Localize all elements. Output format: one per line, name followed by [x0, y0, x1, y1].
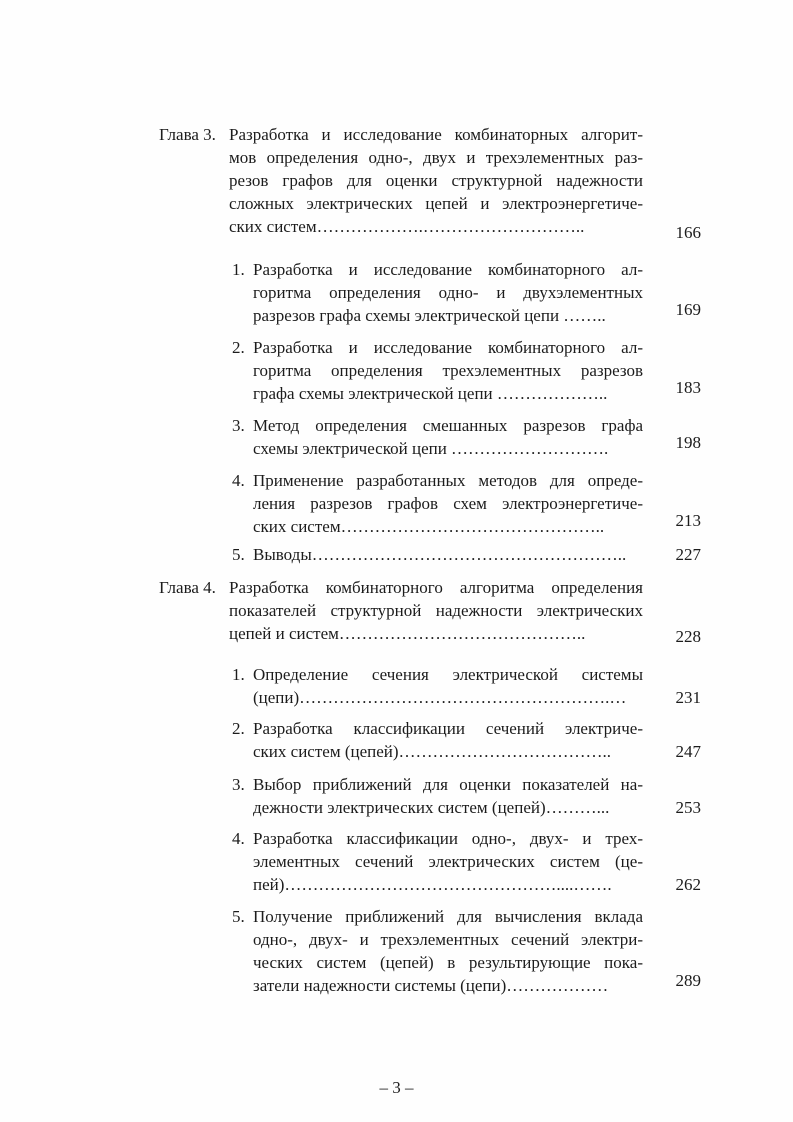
toc-text-line: Разработка классификации сечений электриче- — [253, 719, 643, 738]
toc-text-line: элементных сечений электрических систем (це- — [253, 852, 643, 871]
toc-text-line: мов определения одно-, двух и трехэлементных раз- — [229, 148, 643, 167]
toc-text-line: пей)…………………………………………....……. — [253, 875, 612, 894]
toc-label: 5. — [232, 907, 245, 926]
toc-label: 4. — [232, 829, 245, 848]
toc-text-line: сложных электрических цепей и электроэнергетиче- — [229, 194, 643, 213]
toc-text-line: разрезов графа схемы электрической цепи …….. — [253, 306, 606, 325]
toc-page-number: 183 — [675, 378, 701, 397]
toc-text-line: цепей и систем…………………………………….. — [229, 624, 586, 643]
toc-text-line: Выбор приближений для оценки показателей на- — [253, 775, 643, 794]
toc-text-line: горитма определения одно- и двухэлементных — [253, 283, 643, 302]
toc-text-line: ских систем (цепей)……………………………….. — [253, 742, 612, 761]
toc-page-number: 228 — [675, 627, 701, 646]
toc-label: Глава 4. — [159, 578, 216, 597]
toc-text-line: Определение сечения электрической системы — [253, 665, 643, 684]
toc-label: 2. — [232, 719, 245, 738]
toc-label: 4. — [232, 471, 245, 490]
toc-text-line: дежности электрических систем (цепей)………... — [253, 798, 610, 817]
toc-label: 3. — [232, 416, 245, 435]
toc-label: 1. — [232, 260, 245, 279]
toc-text-line: Применение разработанных методов для опреде- — [253, 471, 643, 490]
toc-text-line: графа схемы электрической цепи ……………….. — [253, 384, 608, 403]
toc-page-number: 289 — [675, 971, 701, 990]
toc-label: 1. — [232, 665, 245, 684]
toc-text-line: горитма определения трехэлементных разрезов — [253, 361, 643, 380]
toc-page-number: 231 — [675, 688, 701, 707]
toc-label: 5. — [232, 545, 245, 564]
toc-text-line: Разработка и исследование комбинаторного ал- — [253, 260, 643, 279]
toc-page-number: 253 — [675, 798, 701, 817]
toc-text-line: затели надежности системы (цепи)……………… — [253, 976, 609, 995]
toc-page-number: 198 — [675, 433, 701, 452]
toc-label: 2. — [232, 338, 245, 357]
toc-text-line: схемы электрической цепи ………………………. — [253, 439, 609, 458]
toc-page-number: 227 — [675, 545, 701, 564]
toc-text-line: Разработка комбинаторного алгоритма определения — [229, 578, 643, 597]
toc-page-number: 166 — [675, 223, 701, 242]
toc-text-line: ления разрезов графов схем электроэнергетиче- — [253, 494, 643, 513]
toc-text-line: показателей структурной надежности электрических — [229, 601, 643, 620]
toc-text-line: Разработка и исследование комбинаторных алгорит- — [229, 125, 643, 144]
toc-text-line: резов графов для оценки структурной надежности — [229, 171, 643, 190]
toc-page-number: 262 — [675, 875, 701, 894]
toc-page-number: 213 — [675, 511, 701, 530]
toc-text-line: Выводы……………………………………………….. — [253, 545, 627, 564]
toc-text-line: ческих систем (цепей) в результирующие пока- — [253, 953, 643, 972]
page-footer-number: – 3 – — [379, 1078, 414, 1097]
toc-text-line: Разработка и исследование комбинаторного ал- — [253, 338, 643, 357]
toc-text-line: Метод определения смешанных разрезов графа — [253, 416, 643, 435]
toc-text-line: Разработка классификации одно-, двух- и трех- — [253, 829, 643, 848]
toc-text-line: ских систем……………………………………….. — [253, 517, 605, 536]
toc-label: 3. — [232, 775, 245, 794]
toc-page-number: 169 — [675, 300, 701, 319]
toc-text-line: одно-, двух- и трехэлементных сечений электри- — [253, 930, 643, 949]
toc-text-line: ских систем……………….……………………….. — [229, 217, 585, 236]
toc-page-number: 247 — [675, 742, 701, 761]
toc-text-line: Получение приближений для вычисления вклада — [253, 907, 643, 926]
toc-text-line: (цепи)……………………………………………….… — [253, 688, 627, 707]
toc-label: Глава 3. — [159, 125, 216, 144]
